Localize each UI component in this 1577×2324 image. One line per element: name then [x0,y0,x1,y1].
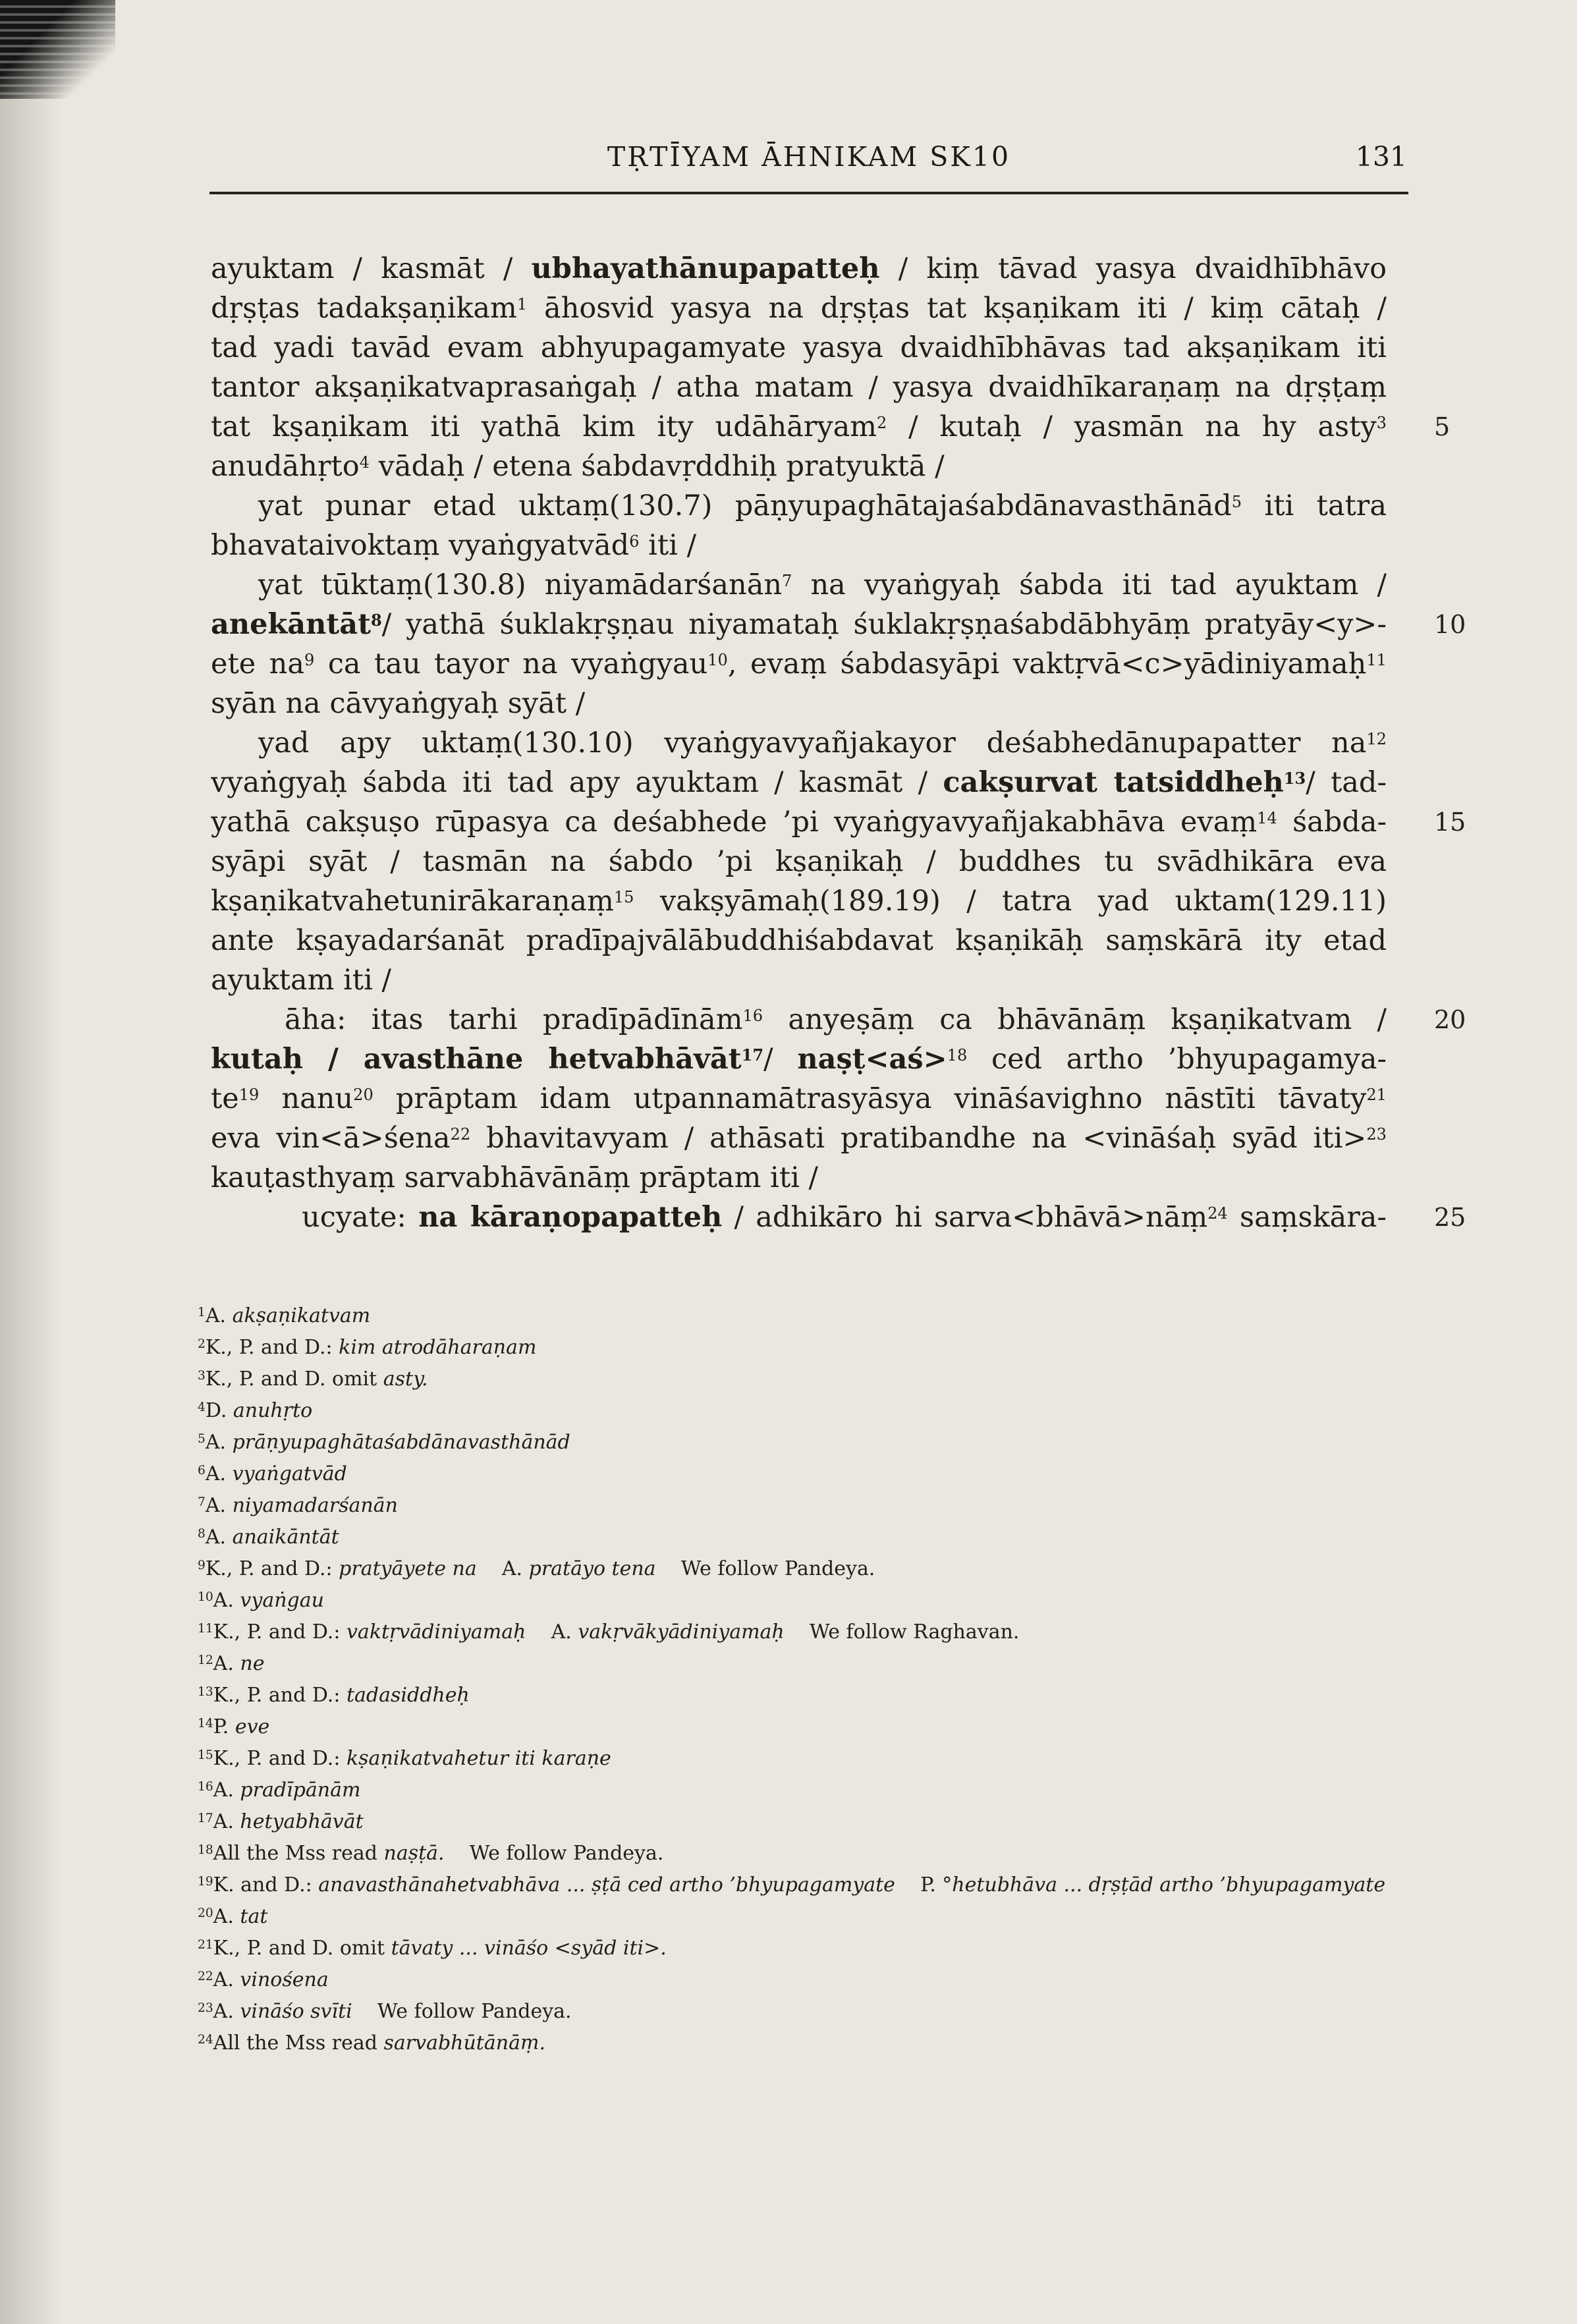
text-run: We follow Pandeya. [655,1557,875,1580]
text-run: iti / [639,529,697,562]
text-line [211,723,1387,763]
text-line [211,802,1387,842]
text-run: vakṛvākyādiniyamaḥ [578,1620,785,1644]
text-run: ced artho ’bhyupagamya- [967,1043,1387,1076]
text-line [211,249,1387,289]
footnote-number: 17 [198,1811,213,1825]
footnote-ref: 1 [516,295,528,314]
footnote [198,1901,1387,1933]
footnote-ref: 22 [450,1125,471,1144]
text-run: P. [895,1873,943,1896]
text-run: āha: itas tarhi pradīpādīnām [285,1003,743,1036]
text-line [211,289,1387,328]
text-run: / tad- [1306,766,1387,799]
text-run: tāvaty ... vināśo <syād iti>. [391,1937,667,1960]
text-run: vyaṅgau [240,1589,324,1612]
footnote-number: 14 [198,1716,213,1730]
footnote [198,1553,1387,1585]
text-run: iti tatra [1242,489,1387,522]
margin-line-number: 10 [1434,610,1466,639]
text-run: eva vin<ā>śena [211,1122,451,1155]
text-line [211,447,1387,486]
text-run: A. [205,1494,233,1517]
text-run: °hetubhāva ... dṛṣṭād artho ’bhyupagamyate [942,1873,1386,1896]
footnote [198,1838,1387,1869]
text-run: A. [213,1779,240,1802]
footnote-ref: 11 [1366,651,1387,670]
text-run: kauṭasthyaṃ sarvabhāvānāṃ prāptam iti / [211,1161,819,1194]
header-rule [209,192,1408,194]
text-run: yat punar etad uktaṃ(130.7) pāṇyupaghātajaśabdānavasthānād [258,489,1232,522]
text-run: prāṇyupaghātaśabdānavasthānād [232,1431,570,1454]
footnote-ref: 12 [1366,730,1387,749]
text-run: A. [205,1431,233,1454]
text-run: / yathā śuklakṛṣṇau niyamataḥ śuklakṛṣṇaśabdābhyāṃ pratyāy<y>- [381,608,1387,641]
footnote-number: 11 [198,1621,213,1636]
footnote-ref: 21 [1366,1086,1387,1105]
text-run: vyaṅgatvād [232,1462,347,1485]
text-run: eve [235,1715,270,1738]
text-run: ete na [211,648,304,680]
text-run: kim atrodāharaṇam [339,1336,537,1359]
footnote-number: 8 [198,1526,206,1541]
footnote-number: 13 [198,1684,213,1699]
footnote-ref: 14 [1257,809,1277,828]
footnote [198,1427,1387,1458]
text-line [211,328,1387,368]
footnote-ref: 24 [1207,1204,1228,1223]
page-header [209,141,1408,179]
footnote-ref: 5 [1231,493,1242,512]
text-run: We follow Pandeya. [444,1842,664,1865]
footnote [198,1869,1387,1901]
text-run: vināśo svīti [240,2000,352,2023]
text-line [211,1079,1387,1119]
text-line [211,526,1387,565]
text-run: A. [213,1652,240,1675]
body-text [211,249,1466,1237]
footnote [198,1458,1387,1490]
footnote [198,1806,1387,1838]
text-line [211,842,1387,881]
text-run: asty. [383,1368,428,1391]
footnote-ref: 9 [304,651,315,670]
text-run: bhavitavyam / athāsati pratibandhe na <vināśaḥ syād iti> [470,1122,1367,1155]
footnote-ref: 16 [742,1007,763,1026]
text-line [211,1039,1387,1079]
footnote-ref: 19 [238,1086,260,1105]
text-run: sarvabhūtānāṃ. [383,2032,546,2055]
footnote-ref: 3 [1376,414,1387,433]
text-run: A. [213,1968,240,1991]
footnote-number: 15 [198,1748,213,1762]
footnote [198,1680,1387,1711]
text-line [211,763,1387,802]
text-run: niyamadarśanān [232,1494,398,1517]
page-number: 131 [1355,141,1407,173]
text-run: / [763,1043,798,1076]
text-run: A. [213,2000,240,2023]
footnote [198,1364,1387,1395]
footnote-number: 16 [198,1779,213,1794]
text-line [211,881,1387,921]
text-run: nanu [259,1082,354,1115]
text-run: A. [213,1905,240,1928]
footnote-number: 4 [198,1400,206,1414]
text-run: anekāntāt [211,608,371,641]
text-run: yat tūktaṃ(130.8) niyamādarśanān [258,568,783,601]
text-line [211,1158,1387,1198]
text-run: tat [240,1905,268,1928]
text-run: K., P. and D.: [205,1557,339,1580]
text-line [211,368,1387,407]
text-run: ne [240,1652,265,1675]
text-run: , evaṃ śabdasyāpi vaktṛvā<c>yādiniyamaḥ [727,648,1367,680]
text-run: A. [205,1526,233,1549]
text-run: vādaḥ / etena śabdavṛddhiḥ pratyuktā / [369,450,945,483]
footnote-ref: 15 [613,888,634,907]
footnote [198,1743,1387,1775]
text-run: pradīpānām [240,1779,361,1802]
footnote-ref: 4 [359,453,370,472]
footnote-number: 18 [198,1842,213,1857]
footnote-ref: 23 [1366,1125,1387,1144]
text-run: pratyāyete na [339,1557,477,1580]
footnote-number: 21 [198,1937,213,1952]
footnote-number: 9 [198,1558,206,1572]
text-line [211,1000,1387,1039]
footnote-ref: 10 [707,651,728,670]
margin-line-number: 25 [1434,1203,1466,1232]
text-run: tantor akṣaṇikatvaprasaṅgaḥ / atha matam / yasya dvaidhīkaraṇaṃ na dṛṣṭaṃ [211,371,1387,404]
footnote-number: 3 [198,1368,206,1383]
text-run: anaikāntāt [232,1526,339,1549]
text-run: P. [213,1715,235,1738]
margin-line-number: 15 [1434,808,1466,837]
text-line [211,684,1387,723]
text-run: na vyaṅgyaḥ śabda iti tad ayuktam / [792,568,1387,601]
text-run: āhosvid yasya na dṛṣṭas tat kṣaṇikam iti / kiṃ cātaḥ / [527,292,1387,325]
text-run: ayuktam / kasmāt / [211,252,532,285]
text-run: prāptam idam utpannamātrasyāsya vināśavighno nāstīti tāvaty [373,1082,1367,1115]
text-run: dṛṣṭas tadakṣaṇikam [211,292,517,325]
footnote [198,1585,1387,1617]
text-run: syāpi syāt / tasmān na śabdo ’pi kṣaṇikaḥ / buddhes tu svādhikāra eva [211,845,1387,878]
footnote-number: 5 [198,1431,206,1446]
footnote [198,1933,1387,1964]
text-run: vakṣyāmaḥ(189.19) / tatra yad uktam(129.11) [634,885,1387,918]
footnote-ref: 18 [947,1046,968,1065]
footnote-ref: 8 [371,611,382,630]
footnote [198,1490,1387,1522]
text-line [211,605,1387,644]
footnote-ref: 20 [353,1086,374,1105]
footnote-number: 19 [198,1874,213,1889]
footnote [198,1522,1387,1553]
text-run: / adhikāro hi sarva<bhāvā>nāṃ [722,1201,1208,1234]
footnote [198,1964,1387,1996]
text-run: A. [205,1304,233,1327]
footnote-ref: 13 [1283,769,1306,788]
text-run: śabda- [1277,806,1387,839]
scan-gutter-shadow [0,0,63,2324]
text-run: naṣṭā. [383,1842,445,1865]
text-run: syān na cāvyaṅgyaḥ syāt / [211,687,586,720]
text-run: kutaḥ / avasthāne hetvabhāvāt [211,1043,742,1076]
text-line [211,407,1387,447]
text-run: A. [205,1462,233,1485]
text-run: K., P. and D.: [213,1620,346,1644]
text-run: D. [205,1399,233,1422]
text-run: tad yadi tavād evam abhyupagamyate yasya dvaidhībhāvas tad akṣaṇikam iti [211,331,1387,364]
text-run: tat kṣaṇikam iti yathā kim ity udāhāryam [211,410,877,443]
text-run: kṣaṇikatvahetunirākaraṇaṃ [211,885,614,918]
running-title: TṚTĪYAM ĀHNIKAM SK10 [607,141,1011,173]
text-run: A. [526,1620,578,1644]
text-run: yad apy uktaṃ(130.10) vyaṅgyavyañjakayor deśabhedānupapatter na [258,727,1367,760]
text-run: anavasthānahetvabhāva ... ṣṭā ced artho ’bhyupagamyate [318,1873,895,1896]
footnote-number: 23 [198,2001,213,2015]
text-line [211,644,1387,684]
text-run: naṣṭ<aś> [797,1043,947,1076]
footnote [198,1332,1387,1364]
footnote-ref: 17 [741,1045,764,1065]
text-run: anuhṛto [233,1399,313,1422]
text-run: ubhayathānupapatteḥ [531,252,880,285]
text-run: pratāyo tena [528,1557,656,1580]
footnote-number: 6 [198,1463,206,1478]
text-run: saṃskāra- [1227,1201,1387,1234]
text-run: ucyate: [302,1201,419,1234]
text-run: K., P. and D. omit [205,1368,383,1391]
footnote-number: 22 [198,1969,213,1983]
margin-line-number: 20 [1434,1005,1466,1034]
text-line [211,565,1387,605]
text-run: hetyabhāvāt [240,1810,364,1833]
text-run: te [211,1082,239,1115]
text-run: K., P. and D.: [213,1747,346,1770]
text-run: K. and D.: [213,1873,319,1896]
text-run: bhavataivoktaṃ vyaṅgyatvād [211,529,630,562]
footnote [198,1775,1387,1806]
text-run: ca tau tayor na vyaṅgyau [314,648,708,680]
text-run: anyeṣāṃ ca bhāvānāṃ kṣaṇikatvam / [763,1003,1387,1036]
footnote-ref: 2 [877,414,887,433]
text-run: ante kṣayadarśanāt pradīpajvālābuddhiśabdavat kṣaṇikāḥ saṃskārā ity etad [211,924,1387,957]
footnote [198,1648,1387,1680]
text-run: anudāhṛto [211,450,360,483]
text-run: cakṣurvat tatsiddheḥ [943,766,1284,799]
text-run: / kutaḥ / yasmān na hy asty [887,410,1377,443]
margin-line-number: 5 [1434,412,1451,441]
text-run: K., P. and D.: [205,1336,339,1359]
footnotes [198,1300,1387,2059]
text-run: All the Mss read [213,2032,384,2055]
footnote [198,1300,1387,1332]
text-run: vyaṅgyaḥ śabda iti tad apy ayuktam / kasmāt / [211,766,943,799]
scan-corner-artifact [0,0,115,99]
text-run: yathā cakṣuṣo rūpasya ca deśabhede ’pi vyaṅgyavyañjakabhāva evaṃ [211,806,1258,839]
text-run: tadasiddheḥ [346,1684,470,1707]
text-line [211,921,1387,960]
text-run: A. [213,1589,240,1612]
footnote-number: 10 [198,1590,213,1604]
text-run: K., P. and D. omit [213,1937,391,1960]
text-line [211,960,1387,1000]
text-line [211,1198,1387,1237]
footnote-number: 24 [198,2032,213,2047]
footnote-ref: 6 [629,532,640,551]
text-run: / kiṃ tāvad yasya dvaidhībhāvo [879,252,1387,285]
text-line [211,1119,1387,1158]
footnote-number: 1 [198,1305,206,1319]
text-line [211,486,1387,526]
text-run: All the Mss read [213,1842,384,1865]
text-run: kṣaṇikatvahetur iti karaṇe [346,1747,611,1770]
footnote-number: 12 [198,1653,213,1667]
text-run: A. [213,1810,240,1833]
text-run: na kāraṇopapatteḥ [418,1201,723,1234]
text-run: ayuktam iti / [211,964,391,997]
text-run: We follow Pandeya. [352,2000,572,2023]
footnote-number: 7 [198,1495,206,1509]
footnote-ref: 7 [782,572,792,591]
text-run: K., P. and D.: [213,1684,346,1707]
footnote [198,2028,1387,2059]
footnote-number: 20 [198,1906,213,1920]
text-run: vaktṛvādiniyamaḥ [346,1620,526,1644]
footnote [198,1996,1387,2028]
text-run: We follow Raghavan. [784,1620,1020,1644]
footnote [198,1617,1387,1648]
footnote-number: 2 [198,1337,206,1351]
footnote [198,1395,1387,1427]
text-run: vinośena [240,1968,329,1991]
footnote [198,1711,1387,1743]
text-run: A. [476,1557,529,1580]
text-run: akṣaṇikatvam [232,1304,371,1327]
